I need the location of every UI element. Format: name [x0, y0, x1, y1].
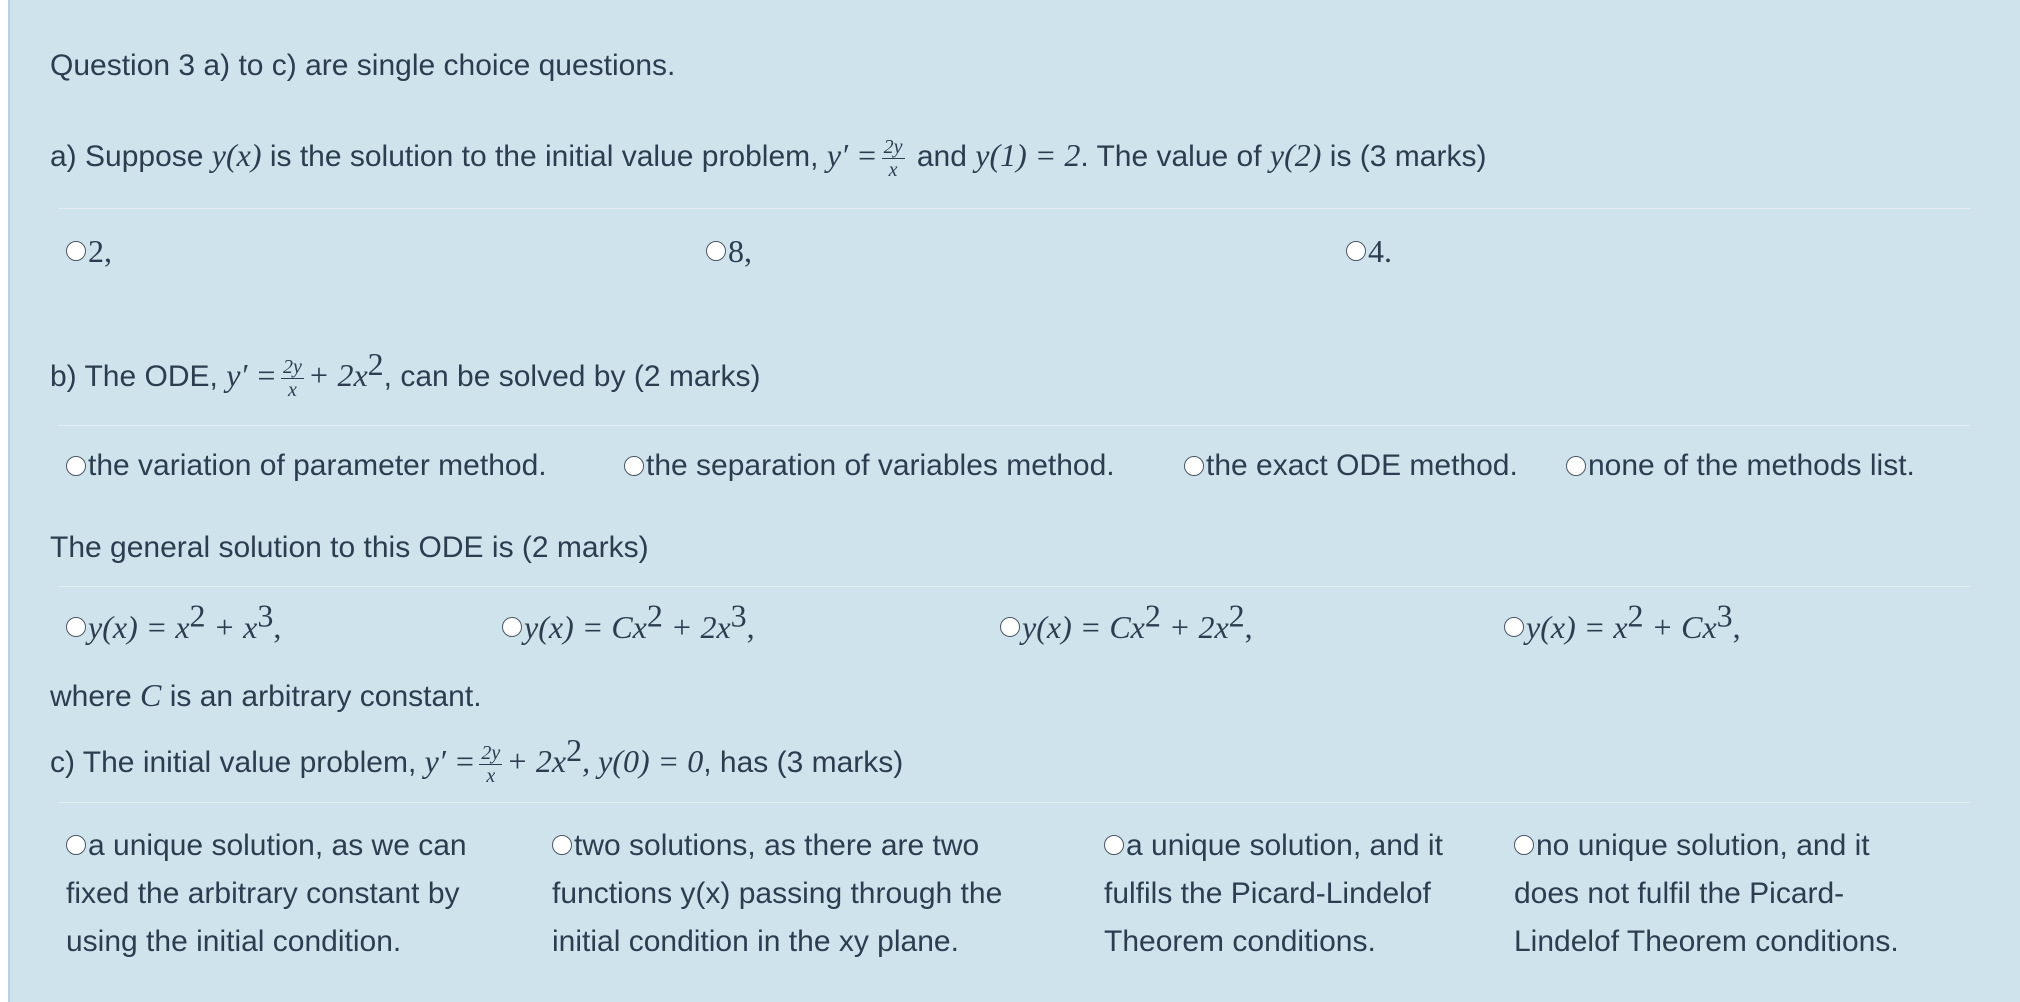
radio-button[interactable]	[1566, 456, 1586, 476]
qb-method-option-2[interactable]: the separation of variables method.	[624, 448, 1115, 484]
fraction: $\frac{2y}{x}$	[481, 741, 501, 787]
question-panel	[8, 0, 2020, 1002]
radio-button[interactable]	[1104, 835, 1124, 855]
radio-button[interactable]	[706, 241, 726, 261]
qc-option-3[interactable]: a unique solution, and it fulfils the Picard-Lindelof Theorem conditions.	[1104, 829, 1443, 958]
radio-button[interactable]	[1514, 835, 1534, 855]
qc-option-1[interactable]: a unique solution, as we can fixed the arbitrary constant by using the initial condition.	[66, 829, 467, 958]
qb-general-option-1[interactable]: $y(x) = x^2 + x^3$,	[66, 608, 281, 646]
radio-button[interactable]	[1000, 617, 1020, 637]
qb-method-option-1[interactable]: the variation of parameter method.	[66, 448, 547, 484]
divider	[58, 802, 1970, 803]
radio-button[interactable]	[66, 456, 86, 476]
qb-general-option-2[interactable]: $y(x) = Cx^2 + 2x^3$,	[502, 608, 755, 646]
radio-button[interactable]	[66, 835, 86, 855]
general-solution-prompt: The general solution to this ODE is (2 marks)	[50, 531, 649, 564]
radio-button[interactable]	[1184, 456, 1204, 476]
question-a-text: a) Suppose y(x) is the solution to the initial value problem, y′ = $\frac{2y}{x}$ and y(1) = 2. The value of y(2) is (3 marks)	[50, 135, 1487, 181]
qb-general-option-3[interactable]: $y(x) = Cx^2 + 2x^2$,	[1000, 608, 1253, 646]
question-b-text: b) The ODE, y′ = $\frac{2y}{x}$ + $2x^2$, can be solved by (2 marks)	[50, 346, 761, 401]
qa-option-3[interactable]: 4.	[1346, 232, 1392, 270]
qc-option-2[interactable]: two solutions, as there are two functions y(x) passing through the initial condition in the xy plane.	[552, 829, 1003, 958]
radio-button[interactable]	[1504, 617, 1524, 637]
fraction: $\frac{2y}{x}$	[883, 135, 903, 181]
intro-text: Question 3 a) to c) are single choice questions.	[50, 49, 676, 82]
radio-button[interactable]	[552, 835, 572, 855]
radio-button[interactable]	[66, 241, 86, 261]
qb-method-option-3[interactable]: the exact ODE method.	[1184, 448, 1518, 484]
radio-button[interactable]	[624, 456, 644, 476]
arbitrary-constant-note: where C is an arbitrary constant.	[50, 677, 482, 713]
qb-general-option-4[interactable]: $y(x) = x^2 + Cx^3$,	[1504, 608, 1741, 646]
qb-method-option-4[interactable]: none of the methods list.	[1566, 448, 1915, 484]
qa-option-1[interactable]: 2,	[66, 232, 112, 270]
radio-button[interactable]	[502, 617, 522, 637]
fraction: $\frac{2y}{x}$	[282, 355, 302, 401]
qc-option-4[interactable]: no unique solution, and it does not fulfil the Picard-Lindelof Theorem conditions.	[1514, 829, 1899, 958]
divider	[58, 208, 1970, 209]
radio-button[interactable]	[66, 617, 86, 637]
radio-button[interactable]	[1346, 241, 1366, 261]
divider	[58, 425, 1970, 426]
question-c-text: c) The initial value problem, y′ = $\frac{2y}{x}$ + $2x^2$, y(0) = 0, has (3 marks)	[50, 732, 904, 787]
divider	[58, 586, 1970, 587]
qa-option-2[interactable]: 8,	[706, 232, 752, 270]
